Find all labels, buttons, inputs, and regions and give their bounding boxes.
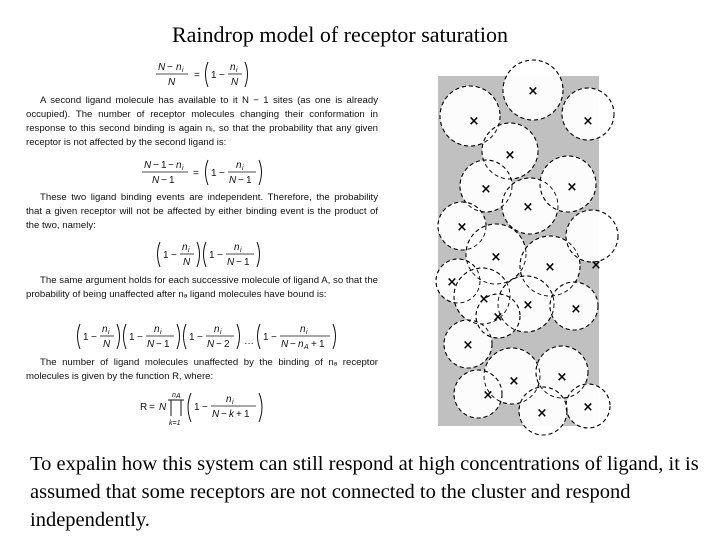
svg-text:+: + <box>311 339 317 350</box>
svg-text:n: n <box>230 62 236 73</box>
svg-text:n: n <box>214 324 220 335</box>
svg-text:1: 1 <box>211 70 217 81</box>
ligand-binding-marker: × <box>570 302 582 317</box>
svg-text:−: − <box>202 402 208 413</box>
svg-text:i: i <box>220 329 222 336</box>
ligand-binding-marker: × <box>490 250 502 265</box>
svg-text:1: 1 <box>163 250 169 261</box>
svg-text:−: − <box>156 339 162 350</box>
ligand-binding-marker: × <box>508 374 520 389</box>
svg-text:…: … <box>244 336 254 347</box>
slide-caption: To expalin how this system can still respond at high concentrations of ligand, it is assumed that some receptors are not connected to the cluster and respond independently. <box>30 453 699 531</box>
svg-text:N: N <box>103 339 111 350</box>
ligand-binding-marker: × <box>468 114 480 129</box>
raindrop-diagram <box>438 76 602 426</box>
svg-text:1: 1 <box>169 175 175 186</box>
svg-text:1: 1 <box>246 175 252 186</box>
svg-text:1: 1 <box>161 160 167 171</box>
svg-text:n: n <box>182 242 188 253</box>
svg-text:i: i <box>242 165 244 172</box>
svg-text:i: i <box>188 247 190 254</box>
svg-text:R: R <box>140 402 148 413</box>
equation-2 <box>142 158 272 193</box>
svg-text:N: N <box>158 62 166 73</box>
ligand-binding-marker: × <box>566 180 578 195</box>
svg-text:+: + <box>236 409 242 420</box>
svg-text:−: − <box>167 62 173 73</box>
svg-text:N: N <box>212 409 220 420</box>
svg-text:n: n <box>176 160 182 171</box>
svg-text:i: i <box>306 329 308 336</box>
ligand-binding-marker: × <box>456 220 468 235</box>
ligand-binding-marker: × <box>536 406 548 421</box>
equation-3 <box>154 240 274 275</box>
svg-text:−: − <box>216 339 222 350</box>
svg-text:i: i <box>160 329 162 336</box>
ligand-binding-marker: × <box>556 370 568 385</box>
svg-text:i: i <box>182 165 184 172</box>
ligand-binding-marker: × <box>492 310 504 325</box>
ligand-binding-marker: × <box>504 148 516 163</box>
svg-text:−: − <box>91 332 97 343</box>
ligand-binding-marker: × <box>582 400 594 415</box>
ligand-binding-marker: × <box>446 275 458 290</box>
ligand-binding-marker: × <box>544 260 556 275</box>
svg-text:1: 1 <box>189 332 195 343</box>
svg-text:n: n <box>102 324 108 335</box>
svg-text:1: 1 <box>319 339 325 350</box>
svg-text:i: i <box>232 399 234 406</box>
svg-text:n: n <box>300 324 306 335</box>
svg-text:1: 1 <box>244 257 250 268</box>
svg-text:N: N <box>229 175 237 186</box>
svg-text:n: n <box>154 324 160 335</box>
paragraph-1: A second ligand molecule has available to it N − 1 sites (as one is already occupied). The number of receptor molecules changing their conformation in response to this second binding is again nᵢ, so that the probability that any given receptor is not affected by the second ligand is: <box>26 95 378 148</box>
paragraph-3: The same argument holds for each successive molecule of ligand A, so that the probability of being unaffected after nₐ ligand molecules have bound is: <box>26 275 378 300</box>
svg-text:N: N <box>231 77 239 88</box>
svg-text:N: N <box>281 339 289 350</box>
ligand-binding-marker: × <box>478 292 490 307</box>
ligand-binding-marker: × <box>527 84 539 99</box>
svg-text:1: 1 <box>244 409 250 420</box>
svg-text:N: N <box>159 402 167 413</box>
svg-text:A: A <box>304 344 309 351</box>
paragraph-2: These two ligand binding events are independent. Therefore, the probability that a given receptor will not be affected by either binding event is the product of the two, namely: <box>26 192 378 231</box>
svg-text:N: N <box>207 339 215 350</box>
svg-text:−: − <box>137 332 143 343</box>
ligand-binding-marker: × <box>582 114 594 129</box>
svg-text:1: 1 <box>209 250 215 261</box>
svg-text:A: A <box>176 393 181 400</box>
svg-text:1: 1 <box>263 332 269 343</box>
ligand-binding-marker: × <box>482 388 494 403</box>
slide-title: Raindrop model of receptor saturation <box>171 22 508 47</box>
ligand-binding-marker: × <box>590 258 602 273</box>
svg-text:−: − <box>161 175 167 186</box>
svg-text:i: i <box>240 247 242 254</box>
svg-text:−: − <box>221 409 227 420</box>
svg-text:1: 1 <box>129 332 135 343</box>
svg-text:−: − <box>271 332 277 343</box>
svg-text:1: 1 <box>194 402 200 413</box>
svg-text:2: 2 <box>224 339 230 350</box>
raindrop-diagram-svg <box>438 76 602 426</box>
svg-text:=: = <box>193 168 199 179</box>
svg-text:i: i <box>182 67 184 74</box>
svg-text:N: N <box>147 339 155 350</box>
svg-text:−: − <box>236 257 242 268</box>
svg-text:n: n <box>226 394 232 405</box>
svg-text:N: N <box>152 175 160 186</box>
svg-text:N: N <box>183 257 191 268</box>
ligand-binding-marker: × <box>522 200 534 215</box>
svg-text:N: N <box>168 77 176 88</box>
svg-text:−: − <box>219 70 225 81</box>
svg-text:−: − <box>290 339 296 350</box>
svg-text:−: − <box>217 250 223 261</box>
svg-text:−: − <box>219 168 225 179</box>
svg-text:−: − <box>168 160 174 171</box>
ligand-binding-marker: × <box>480 182 492 197</box>
svg-text:N: N <box>144 160 152 171</box>
svg-text:−: − <box>197 332 203 343</box>
svg-text:−: − <box>171 250 177 261</box>
document-excerpt <box>26 60 394 430</box>
svg-text:i: i <box>108 329 110 336</box>
svg-text:=: = <box>149 402 155 413</box>
svg-text:n: n <box>236 160 242 171</box>
svg-text:1: 1 <box>164 339 170 350</box>
svg-text:1: 1 <box>83 332 89 343</box>
paragraph-4: The number of ligand molecules unaffected by the binding of nₐ receptor molecules is given by the function R, where: <box>26 357 378 382</box>
ligand-binding-marker: × <box>462 338 474 353</box>
equation-1 <box>154 60 264 95</box>
equation-5 <box>138 390 278 435</box>
svg-text:n: n <box>172 392 176 399</box>
svg-text:1: 1 <box>211 168 217 179</box>
equation-4 <box>74 322 344 357</box>
svg-text:n: n <box>234 242 240 253</box>
svg-text:n: n <box>176 62 182 73</box>
svg-text:k: k <box>229 409 234 420</box>
svg-text:=: = <box>194 70 200 81</box>
svg-text:−: − <box>153 160 159 171</box>
svg-text:N: N <box>227 257 235 268</box>
svg-text:−: − <box>238 175 244 186</box>
svg-text:i: i <box>236 67 238 74</box>
svg-text:k=1: k=1 <box>169 420 181 427</box>
ligand-binding-marker: × <box>522 298 534 313</box>
svg-text:n: n <box>298 339 304 350</box>
